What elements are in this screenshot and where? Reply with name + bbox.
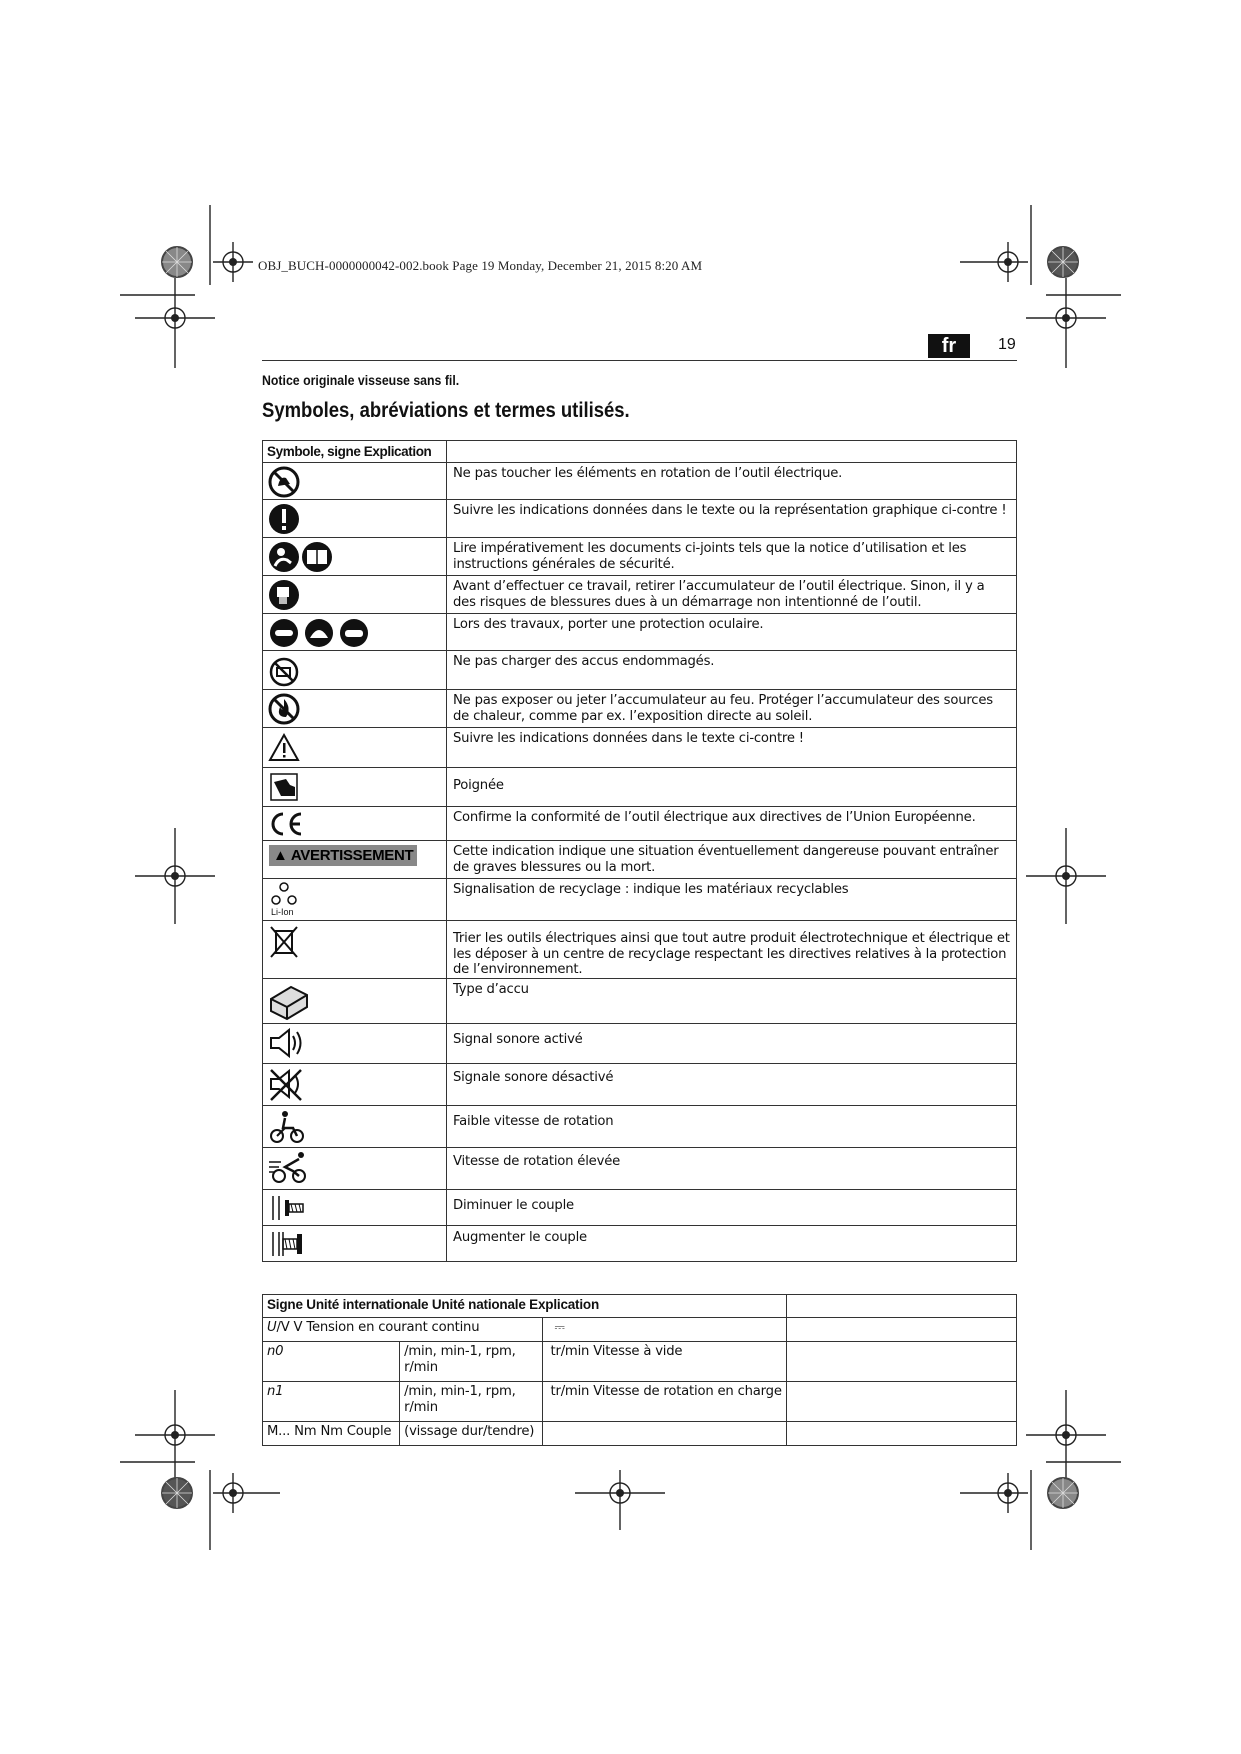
units-table-header [263,1295,1017,1318]
units-cell: tr/min Vitesse de rotation en charge [542,1382,786,1422]
exclamation-icon [267,502,301,536]
symbol-explanation: Avant d’effectuer ce travail, retirer l’accumulateur de l’outil électrique. Sinon, il y a des risques de blessures dues à un démarrage non intentionné de l’outil. [447,576,1017,614]
no-touch-rotating-icon [267,465,301,499]
symbol-explanation: Confirme la conformité de l’outil électrique aux directives de l’Union Européenne. [447,807,1017,841]
table-row [263,1318,1017,1342]
symbol-explanation: Suivre les indications données dans le texte ou la représentation graphique ci-contre ! [447,500,1017,538]
header-rule [262,360,1017,361]
battery-type-icon [267,981,311,1021]
table-row [263,500,1017,538]
symbols-table-header [263,441,1017,463]
no-fire-icon [267,692,301,726]
units-cell [786,1422,1016,1446]
table-row [263,1023,1017,1063]
table-row [263,538,1017,576]
units-cell: /min, min-1, rpm, r/min [400,1382,542,1422]
page-number: 19 [998,336,1016,353]
units-cell: (vissage dur/tendre) [400,1422,542,1446]
symbol-explanation: Vitesse de rotation élevée [447,1147,1017,1189]
symbol-explanation: Type d’accu [447,978,1017,1023]
table-row [263,1147,1017,1189]
language-tab: fr [928,334,970,358]
table-row [263,841,1017,879]
units-sign: n1 [263,1382,400,1422]
units-sign: n0 [263,1342,400,1382]
table-row [263,768,1017,807]
symbol-explanation: Faible vitesse de rotation [447,1105,1017,1147]
symbol-explanation: Signale sonore désactivé [447,1063,1017,1105]
table-row [263,921,1017,979]
units-sign: U [267,1320,277,1335]
units-cell: /min, min-1, rpm, r/min [400,1342,542,1382]
crossed-bin-icon [267,923,301,961]
symbol-explanation: Lire impérativement les documents ci-joints tels que la notice d’utilisation et les instructions générales de sécurité. [447,538,1017,576]
table-row [263,690,1017,728]
symbol-explanation: Poignée [447,768,1017,807]
table-row [263,1189,1017,1225]
table-row [263,807,1017,841]
symbol-explanation: Ne pas exposer ou jeter l’accumulateur au feu. Protéger l’accumulateur des sources de chaleur, comme par ex. l’exposition directe au soleil. [447,690,1017,728]
li-ion-label: Li-Ion [271,907,294,917]
units-rest: V V Tension en courant continu [280,1320,480,1335]
no-charge-damaged-icon [267,653,301,687]
units-cell: M... Nm Nm Couple [263,1422,400,1446]
table-row [263,614,1017,651]
symbol-explanation: Trier les outils électriques ainsi que tout autre produit électrotechnique et électrique et les déposer à un centre de recyclage respectant les directives relatives à la protection de l’environnement. [447,921,1017,979]
recycling-icon [267,881,301,907]
ce-mark-icon [267,809,307,839]
read-manual-icon [267,540,337,574]
book-header: OBJ_BUCH-0000000042-002.book Page 19 Monday, December 21, 2015 8:20 AM [258,258,703,273]
torque-decrease-icon [267,1192,311,1222]
symbol-explanation: Cette indication indique une situation éventuellement dangereuse pouvant entraîner de graves blessures ou la mort. [447,841,1017,879]
slow-speed-icon [267,1108,307,1146]
units-cell: U/V V Tension en courant continu [263,1318,543,1342]
symbol-explanation: Lors des travaux, porter une protection oculaire. [447,614,1017,651]
table-row [263,1225,1017,1261]
units-cell: tr/min Vitesse à vide [542,1342,786,1382]
symbols-table [262,440,1017,1262]
symbol-explanation: Ne pas toucher les éléments en rotation de l’outil électrique. [447,463,1017,500]
symbol-explanation: Augmenter le couple [447,1225,1017,1261]
document-subtitle: Notice originale visseuse sans fil. [262,372,460,388]
symbol-explanation: Ne pas charger des accus endommagés. [447,651,1017,690]
handle-icon [267,770,301,804]
table-row [263,879,1017,921]
sound-off-icon [267,1066,307,1102]
table-row [263,728,1017,768]
symbol-explanation: Signalisation de recyclage : indique les matériaux recyclables [447,879,1017,921]
table-row [263,978,1017,1023]
symbol-explanation: Suivre les indications données dans le texte ci-contre ! [447,728,1017,768]
symbols-header-empty [447,441,1017,463]
table-row [263,1105,1017,1147]
units-header-empty [786,1295,1016,1318]
table-row [263,463,1017,500]
sound-on-icon [267,1026,307,1060]
symbol-explanation: Signal sonore activé [447,1023,1017,1063]
fast-speed-icon [267,1150,311,1186]
units-header-cell: Signe Unité internationale Unité nationale Explication [263,1295,787,1318]
table-row [263,651,1017,690]
eye-protection-icon [267,616,371,650]
table-row [263,1342,1017,1382]
table-row [263,1422,1017,1446]
section-title: Symboles, abréviations et termes utilisés. [262,399,630,422]
table-row [263,1063,1017,1105]
torque-increase-icon [267,1228,311,1258]
table-row [263,1382,1017,1422]
symbol-explanation: Diminuer le couple [447,1189,1017,1225]
remove-battery-icon [267,578,301,612]
table-row [263,576,1017,614]
units-cell: ⎓ [542,1318,786,1342]
units-cell [786,1342,1016,1382]
units-table [262,1294,1017,1446]
warning-badge-label: AVERTISSEMENT [290,847,414,864]
units-cell [786,1318,1016,1342]
warning-triangle-icon [267,730,301,764]
units-cell [542,1422,786,1446]
symbols-header-cell: Symbole, signe Explication [263,441,447,463]
warning-badge-icon: ▲ AVERTISSEMENT [269,845,417,866]
units-cell [786,1382,1016,1422]
